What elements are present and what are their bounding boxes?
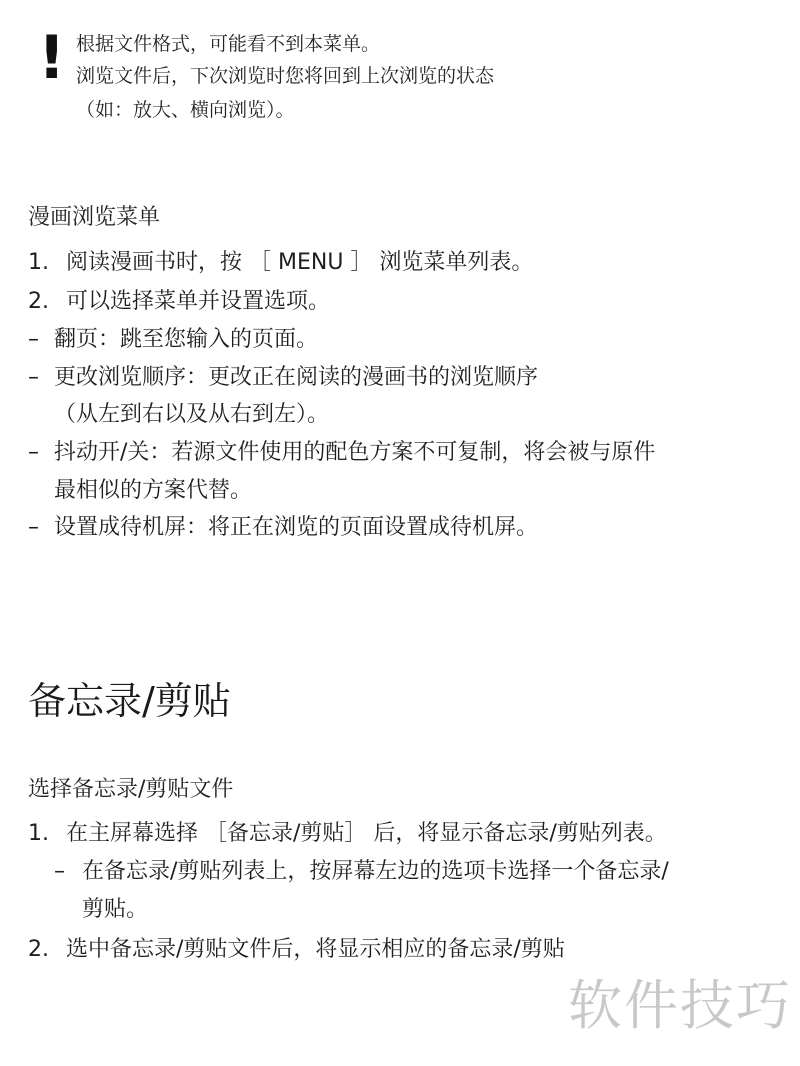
step-text-truncated: 选中备忘录/剪贴文件后，将显示相应的备忘录/剪贴 — [66, 937, 565, 962]
memo-section-title: 备忘录/剪贴 — [28, 679, 231, 723]
step-number: 2. — [28, 937, 49, 962]
option-text-continued: 最相似的方案代替。 — [54, 478, 253, 503]
option-dash: – — [28, 365, 39, 390]
sub-option-dash: – — [54, 859, 65, 884]
note-line-2: 浏览文件后，下次浏览时您将回到上次浏览的状态 — [76, 65, 495, 87]
step-number: 1. — [28, 821, 49, 846]
comic-menu-heading: 漫画浏览菜单 — [28, 205, 161, 230]
step-text: 可以选择菜单并设置选项。 — [66, 289, 331, 314]
option-dash: – — [28, 440, 39, 465]
note-line-3: （如：放大、横向浏览）。 — [76, 99, 295, 121]
sub-option-text: 在备忘录/剪贴列表上，按屏幕左边的选项卡选择一个备忘录/ — [82, 859, 669, 884]
option-dash: – — [28, 327, 39, 352]
option-text-continued: （从左到右以及从右到左）。 — [54, 402, 330, 427]
option-text: 抖动开/关：若源文件使用的配色方案不可复制，将会被与原件 — [54, 440, 656, 465]
warning-mark-icon: ! — [38, 23, 66, 93]
step-text: 阅读漫画书时，按 ［ MENU ］ 浏览菜单列表。 — [66, 250, 534, 275]
note-line-1: 根据文件格式，可能看不到本菜单。 — [76, 33, 381, 55]
watermark: 软件技巧 — [568, 974, 792, 1037]
option-text: 翻页：跳至您输入的页面。 — [54, 327, 319, 352]
memo-heading: 选择备忘录/剪贴文件 — [28, 777, 234, 802]
step-number: 2. — [28, 289, 49, 314]
option-text: 设置成待机屏：将正在浏览的页面设置成待机屏。 — [54, 515, 539, 540]
option-dash: – — [28, 515, 39, 540]
step-text: 在主屏幕选择 ［备忘录/剪贴］ 后，将显示备忘录/剪贴列表。 — [66, 821, 667, 846]
sub-option-text-continued: 剪贴。 — [82, 897, 149, 922]
option-text: 更改浏览顺序：更改正在阅读的漫画书的浏览顺序 — [54, 365, 539, 390]
step-number: 1. — [28, 250, 49, 275]
